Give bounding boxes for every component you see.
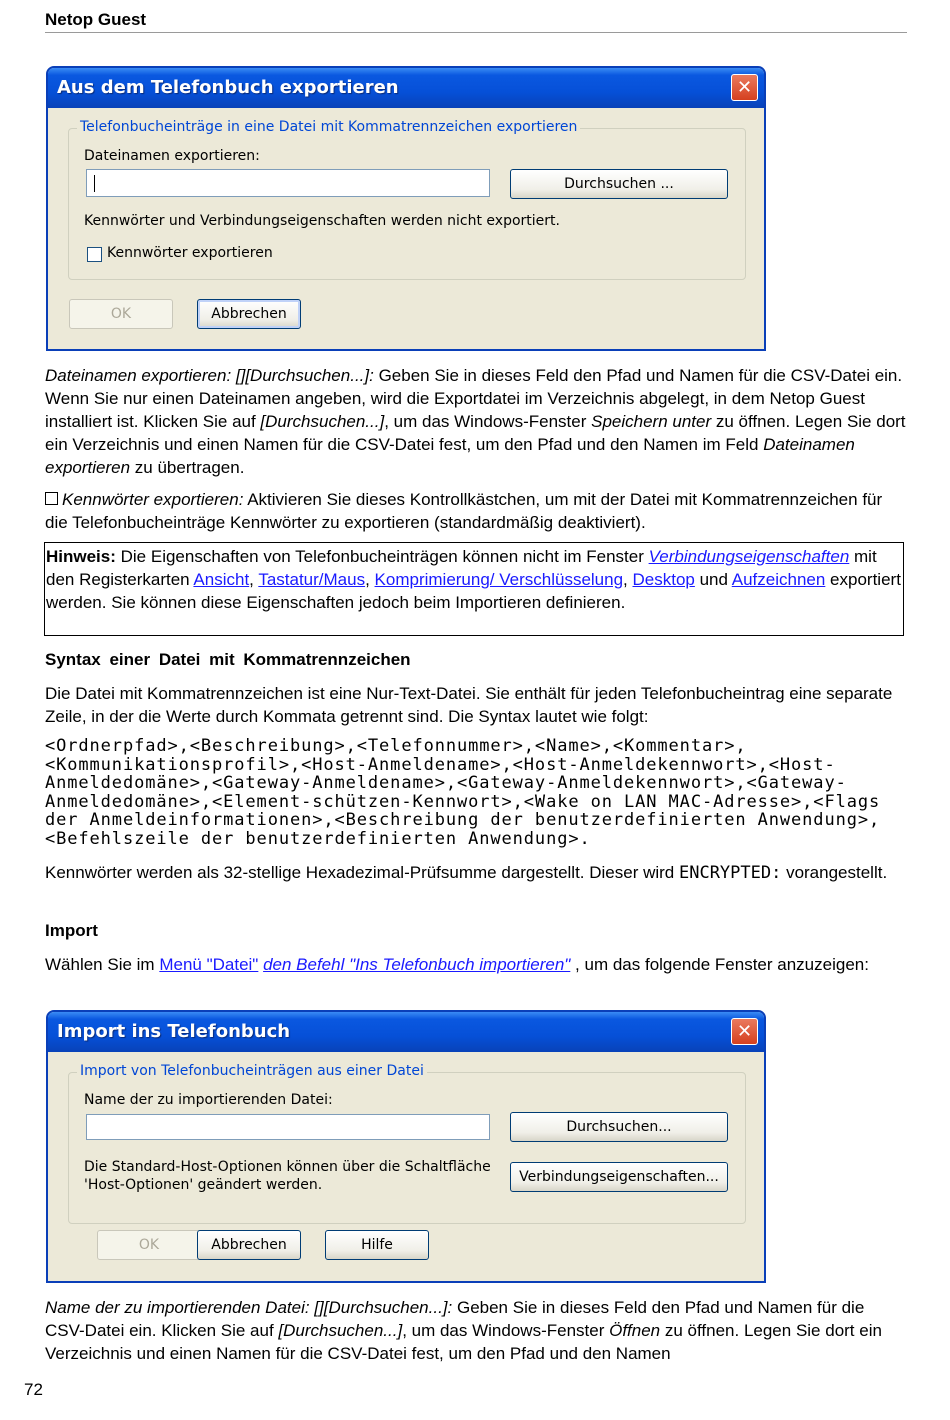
link-connection-properties[interactable]: Verbindungseigenschaften [648,547,850,566]
import-group-label: Import von Telefonbucheinträgen aus einer Datei [77,1063,427,1079]
field-ref: Dateinamen exportieren [45,435,855,477]
import-paragraph [45,953,907,976]
body-text: Kennwörter werden als 32-stellige Hexadezimal-Prüfsumme dargestellt. Dieser wird [45,863,679,882]
close-icon[interactable]: ✕ [731,74,758,101]
export-cancel-button[interactable]: Abbrechen [197,299,301,329]
body-text: und [694,570,732,589]
link-import-command[interactable]: den Befehl "Ins Telefonbuch importieren" [263,955,571,974]
import-filename-input[interactable] [86,1114,490,1140]
note-label: Hinweis: [46,547,116,566]
import-ok-button[interactable]: OK [97,1230,201,1260]
export-filename-label: Dateinamen exportieren: [84,148,260,164]
link-compression-encryption[interactable]: Komprimierung/ Verschlüsselung [374,570,624,589]
connection-properties-button[interactable]: Verbindungseigenschaften... [510,1162,728,1192]
body-text: , um das folgende Fenster anzuzeigen: [570,955,869,974]
body-text: , um das Windows-Fenster [402,1321,610,1340]
field-label: Kennwörter exportieren: [62,490,244,509]
syntax-heading: Syntax einer Datei mit Kommatrennzeichen [45,650,411,669]
import-groupbox [68,1063,746,1224]
body-text: zu öffnen. Legen Sie dort ein Verzeichnis und einen Namen für die CSV-Datei fest, um den Pfad und den Namen [45,1321,882,1363]
page-header [45,10,907,33]
export-filename-input[interactable] [86,169,490,197]
import-info-line-1: Die Standard-Host-Optionen können über die Schaltfläche [84,1159,491,1175]
link-view[interactable]: Ansicht [193,570,250,589]
window-ref: Speichern unter [591,412,712,431]
browse-ref: [Durchsuchen...] [278,1321,403,1340]
export-filename-paragraph [45,364,907,479]
body-text: , um das Windows-Fenster [384,412,592,431]
import-cancel-button[interactable]: Abbrechen [197,1230,301,1260]
export-passwords-paragraph [45,488,907,534]
checkbox-icon [45,492,58,505]
separator: , [365,570,375,589]
import-dialog-titlebar [48,1012,764,1052]
import-heading: Import [45,921,98,940]
separator: , [623,570,633,589]
text-caret [94,175,95,192]
close-icon[interactable]: ✕ [731,1018,758,1045]
window-ref: Öffnen [609,1321,661,1340]
body-text: mit den Registerkarten [46,547,877,589]
body-text: Aktivieren Sie dieses Kontrollkästchen, um mit der Datei mit Kommatrennzeichen für die Telefonbucheinträge Kennwörter zu exportieren (standardmäßig deaktiviert). [45,490,883,532]
body-text: zu öffnen. Legen Sie dort ein Verzeichnis und einen Namen für die CSV-Datei fest, um den Pfad und den Namen im Feld [45,412,906,454]
body-text: vorangestellt. [781,863,888,882]
import-filename-label: Name der zu importierenden Datei: [84,1092,333,1108]
browse-ref: [Durchsuchen...] [260,412,385,431]
body-text: Die Eigenschaften von Telefonbucheinträgen können nicht im Fenster [115,547,649,566]
field-label: Name der zu importierenden Datei: [][Durchsuchen...]: [45,1298,453,1317]
separator: , [249,570,259,589]
body-text: Geben Sie in dieses Feld den Pfad und Namen für die CSV-Datei ein. Wenn Sie nur einen Dateinamen angeben, wird die Exportdatei im Verzeichnis abgelegt, in dem Netop Guest installiert ist. Klicken Sie auf [45,366,903,431]
export-passwords-checkbox[interactable] [87,247,102,262]
link-desktop[interactable]: Desktop [632,570,695,589]
body-text: Geben Sie in dieses Feld den Pfad und Namen für die CSV-Datei ein. Klicken Sie auf [45,1298,865,1340]
import-dialog [46,1010,766,1283]
link-file-menu[interactable]: Menü "Datei" [159,955,259,974]
export-passwords-checkbox-label: Kennwörter exportieren [107,245,273,261]
syntax-code: <Ordnerpfad>,<Beschreibung>,<Telefonnummer>,<Name>,<Kommentar>, <Kommunikationsprofil>,<Host-Anmeldename>,<Host-Anmeldekennwort>,<Host-Anmeldedomäne>,<Gateway-Anmeldename>,<Gateway-Anmeldekennwort>,<Gateway-Anmeldedomäne>,<Element-schützen-Kennwort>,<Wake on LAN MAC-Adresse>,<Flags der Anmeldeinformationen>,<Beschreibung der benutzerdefinierten Anwendung>, <Befehlszeile der benutzerdefinierten Anwendung>. [45,736,881,849]
password-paragraph [45,861,907,885]
export-browse-button[interactable]: Durchsuchen ... [510,169,728,199]
import-dialog-title: Import ins Telefonbuch [57,1021,291,1042]
export-dialog-title: Aus dem Telefonbuch exportieren [57,77,399,98]
body-text: Wählen Sie im [45,955,160,974]
export-info-text: Kennwörter und Verbindungseigenschaften werden nicht exportiert. [84,213,560,229]
syntax-intro: Die Datei mit Kommatrennzeichen ist eine Nur-Text-Datei. Sie enthält für jeden Telefonbucheintrag eine separate Zeile, in der die Werte durch Kommata getrennt sind. Die Syntax lautet wie folgt: [45,684,893,726]
export-dialog [46,66,766,351]
note-paragraph [46,545,901,614]
encrypted-code: ENCRYPTED: [678,863,782,883]
body-text: zu übertragen. [130,458,245,477]
export-group-label: Telefonbucheinträge in eine Datei mit Kommatrennzeichen exportieren [77,119,580,135]
import-info-line-2: 'Host-Optionen' geändert werden. [84,1177,323,1193]
export-groupbox [68,119,746,280]
body-text: exportiert werden. Sie können diese Eigenschaften jedoch beim Importieren definieren. [46,570,901,612]
header-title: Netop Guest [45,10,147,29]
import-browse-button[interactable]: Durchsuchen... [510,1112,728,1142]
import-filename-paragraph [45,1296,907,1365]
link-recording[interactable]: Aufzeichnen [731,570,826,589]
field-label: Dateinamen exportieren: [][Durchsuchen...]: [45,366,374,385]
page-number: 72 [24,1380,43,1399]
import-help-button[interactable]: Hilfe [325,1230,429,1260]
link-keyboard-mouse[interactable]: Tastatur/Maus [258,570,366,589]
export-ok-button[interactable]: OK [69,299,173,329]
export-dialog-titlebar [48,68,764,108]
